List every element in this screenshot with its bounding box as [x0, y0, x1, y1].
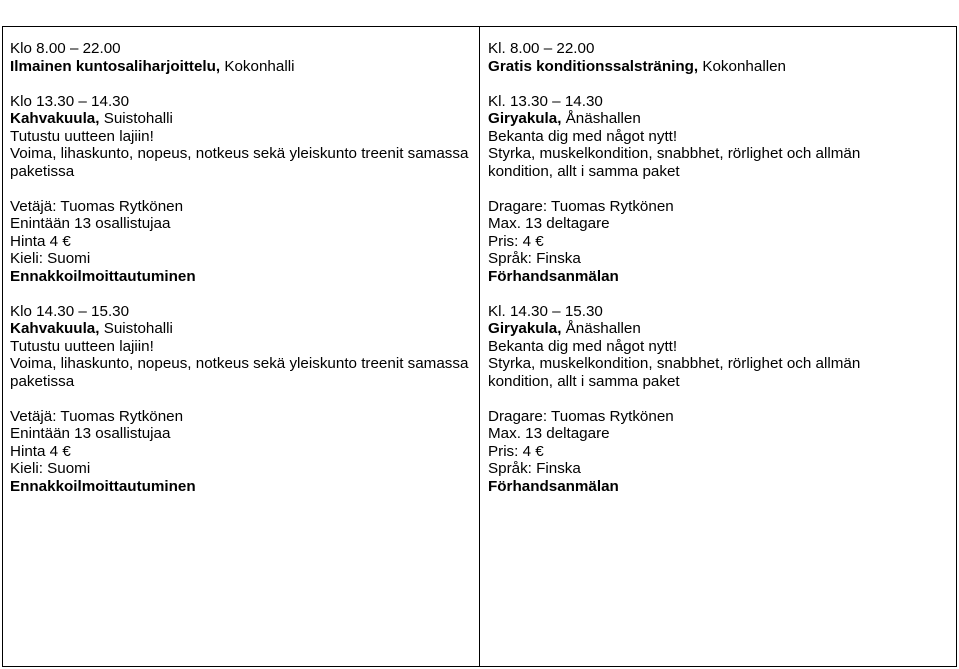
spacer [488, 180, 948, 198]
sv-session-3-place: Ånäshallen [561, 320, 641, 337]
fi-session-2-place: Suistohalli [99, 110, 173, 127]
spacer [10, 390, 470, 408]
fi-session-2-intro: Tutustu uutteen lajiin! [10, 127, 154, 145]
fi-session-3-activity: Kahvakuula, [10, 320, 100, 337]
sv-session-2-place: Ånäshallen [561, 110, 641, 127]
sv-session-3-price: Pris: 4 € [488, 442, 544, 460]
fi-session-1-time: Klo 8.00 – 22.00 [10, 40, 121, 57]
fi-session-2-leader: Vetäjä: Tuomas Rytkönen [10, 197, 184, 215]
fi-session-2-registration: Ennakkoilmoittautuminen [10, 267, 196, 285]
fi-session-2-title [10, 110, 470, 128]
sv-session-3-language: Språk: Finska [488, 460, 581, 477]
fi-session-2-language: Kieli: Suomi [10, 250, 91, 267]
sv-session-1-place: Kokonhallen [698, 57, 786, 75]
sv-session-1-time: Kl. 8.00 – 22.00 [488, 40, 595, 57]
fi-session-1-place: Kokonhalli [220, 57, 295, 75]
sv-session-3-time: Kl. 14.30 – 15.30 [488, 302, 603, 320]
sv-session-2-leader: Dragare: Tuomas Rytkönen [488, 197, 674, 215]
fi-session-2-activity: Kahvakuula, [10, 110, 100, 127]
finnish-column [10, 40, 470, 513]
sv-session-1-activity: Gratis konditionssalsträning, [488, 57, 699, 75]
sv-session-3-title [488, 320, 948, 338]
fi-session-1-activity: Ilmainen kuntosaliharjoittelu, [10, 57, 221, 75]
sv-session-2-registration: Förhandsanmälan [488, 267, 619, 285]
fi-session-2-description: Voima, lihaskunto, nopeus, notkeus sekä yleiskunto treenit samassa paketissa [10, 145, 469, 180]
sv-session-1-title [488, 58, 948, 76]
sv-session-2-title [488, 110, 948, 128]
swedish-column [488, 40, 948, 513]
sv-session-1 [488, 40, 948, 75]
sv-session-2-intro: Bekanta dig med något nytt! [488, 127, 678, 145]
column-divider [479, 26, 480, 667]
sv-session-3 [488, 303, 948, 496]
fi-session-3-language: Kieli: Suomi [10, 460, 91, 477]
fi-session-1 [10, 40, 470, 75]
fi-session-2-time: Klo 13.30 – 14.30 [10, 92, 130, 110]
fi-session-3-price: Hinta 4 € [10, 442, 71, 460]
fi-session-2-price: Hinta 4 € [10, 232, 71, 250]
sv-session-2 [488, 93, 948, 286]
sv-session-3-activity: Giryakula, [488, 320, 562, 337]
sv-session-2-description: Styrka, muskelkondition, snabbhet, rörlighet och allmän kondition, allt i samma paket [488, 145, 861, 180]
fi-session-2-max: Enintään 13 osallistujaa [10, 215, 171, 232]
spacer [488, 390, 948, 408]
sv-session-2-time: Kl. 13.30 – 14.30 [488, 92, 603, 110]
fi-session-3-max: Enintään 13 osallistujaa [10, 425, 171, 442]
sv-session-3-intro: Bekanta dig med något nytt! [488, 337, 678, 355]
fi-session-3-title [10, 320, 470, 338]
fi-session-3-intro: Tutustu uutteen lajiin! [10, 337, 154, 355]
sv-session-3-registration: Förhandsanmälan [488, 477, 619, 495]
fi-session-3-place: Suistohalli [99, 320, 173, 337]
fi-session-3-registration: Ennakkoilmoittautuminen [10, 477, 196, 495]
fi-session-3-time: Klo 14.30 – 15.30 [10, 302, 130, 320]
sv-session-2-activity: Giryakula, [488, 110, 562, 127]
sv-session-2-price: Pris: 4 € [488, 232, 544, 250]
fi-session-3-description: Voima, lihaskunto, nopeus, notkeus sekä yleiskunto treenit samassa paketissa [10, 355, 469, 390]
sv-session-3-description: Styrka, muskelkondition, snabbhet, rörlighet och allmän kondition, allt i samma paket [488, 355, 861, 390]
sv-session-3-leader: Dragare: Tuomas Rytkönen [488, 407, 674, 425]
sv-session-2-max: Max. 13 deltagare [488, 215, 610, 232]
fi-session-1-title [10, 58, 470, 76]
sv-session-2-language: Språk: Finska [488, 250, 581, 267]
spacer [10, 180, 470, 198]
sv-session-3-max: Max. 13 deltagare [488, 425, 610, 442]
fi-session-3-leader: Vetäjä: Tuomas Rytkönen [10, 407, 184, 425]
fi-session-2 [10, 93, 470, 286]
fi-session-3 [10, 303, 470, 496]
